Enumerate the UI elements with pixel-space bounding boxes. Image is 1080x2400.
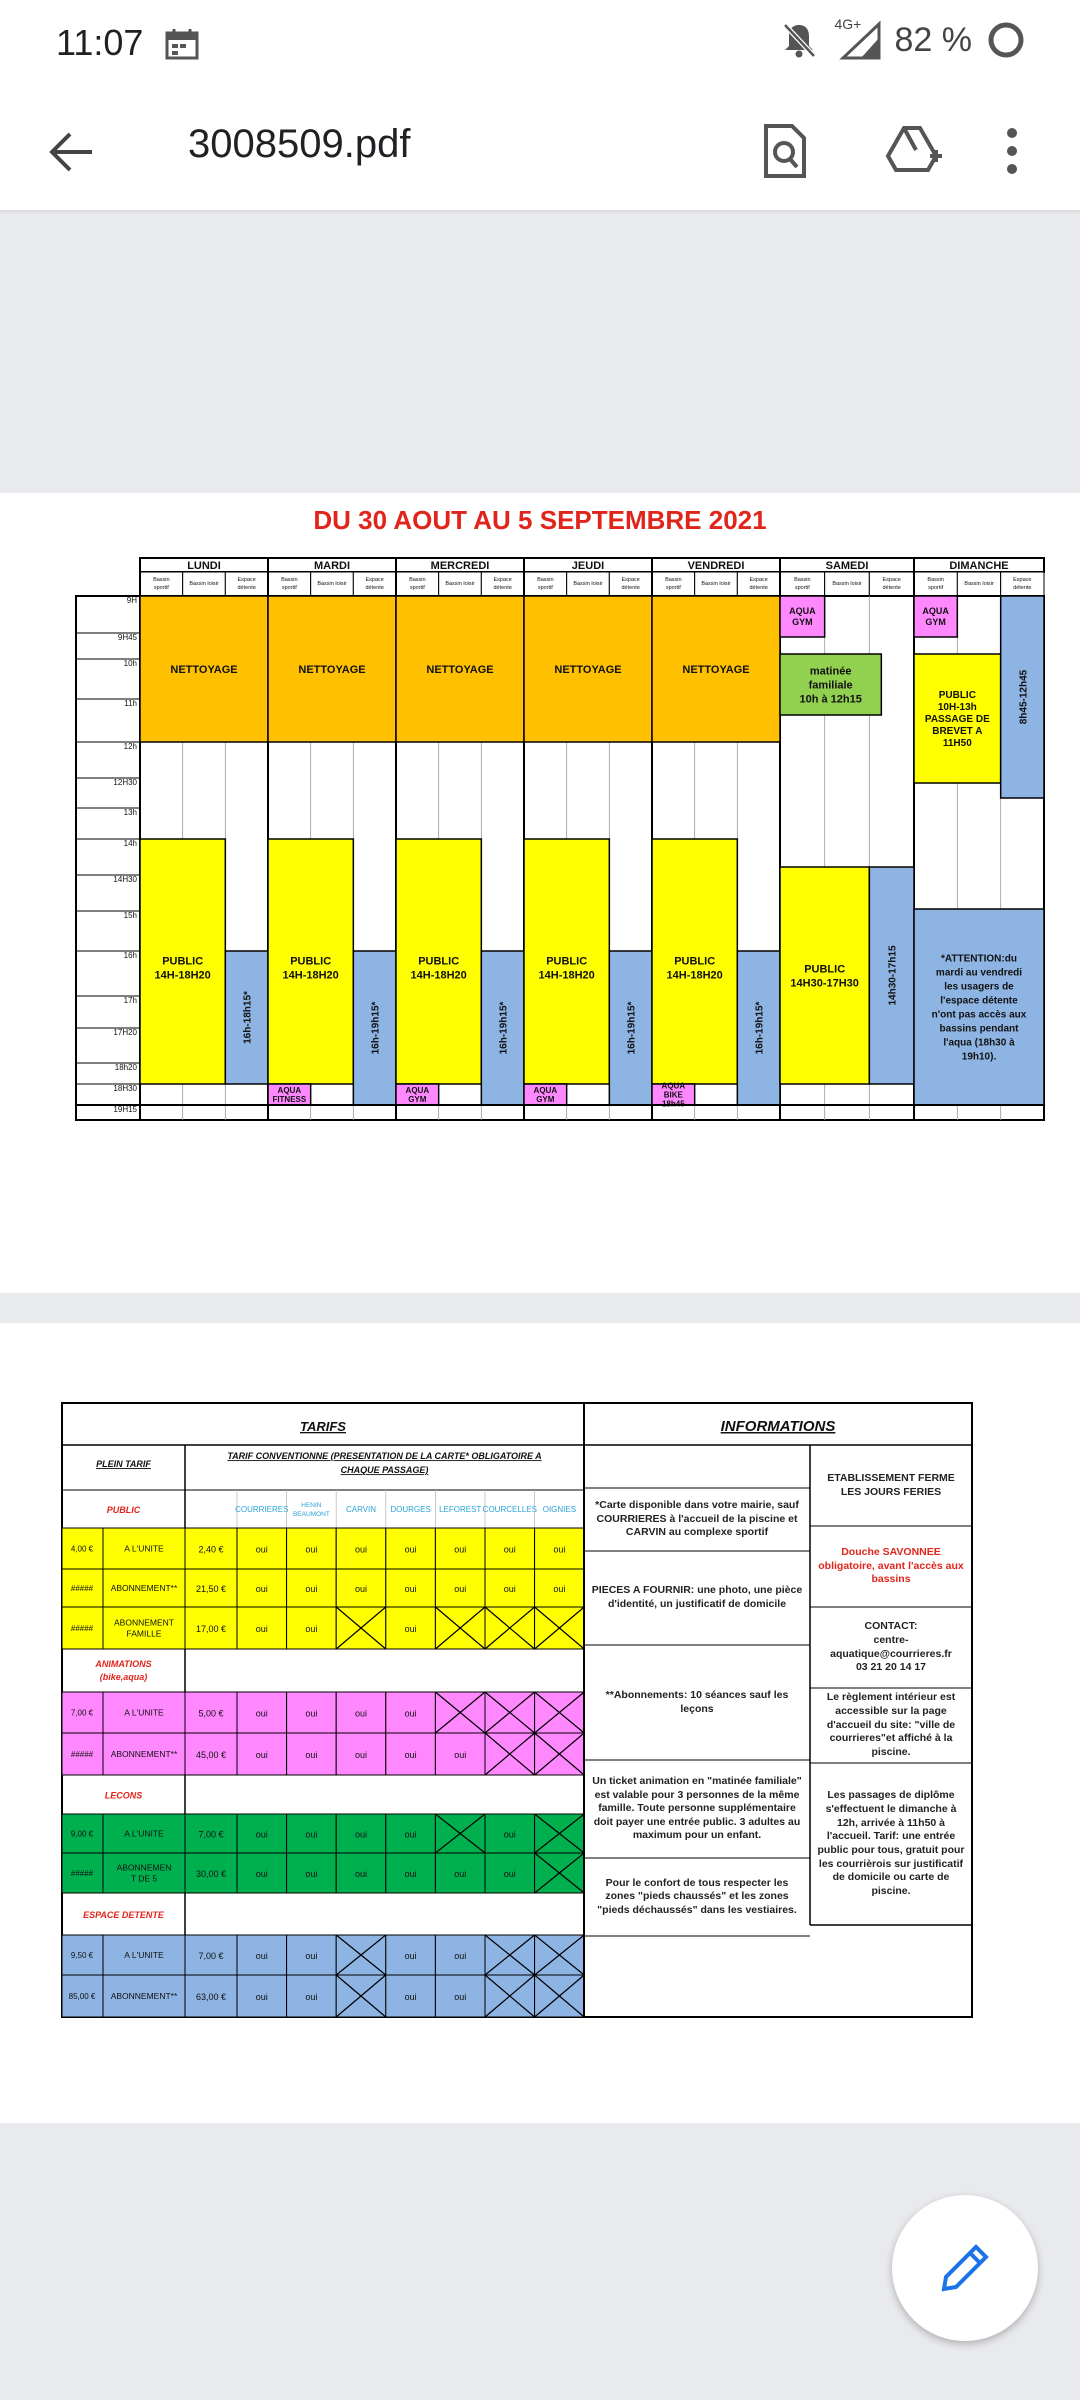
tarif-conv-price: 17,00 € [195, 1624, 227, 1634]
tarif-label: ABONNEMENT [114, 1617, 174, 1628]
sub-header-cell [737, 572, 780, 596]
town-label: COURCELLES [482, 1505, 537, 1514]
sub-header-label: Bassin [927, 577, 944, 583]
sub-header-label: sportif [153, 585, 169, 591]
section-title: (bike,aqua) [99, 1672, 148, 1683]
tarif-price: ##### [70, 1869, 94, 1878]
info-note: *Carte disponible dans votre mairie, sauf COURRIERES à l'accueil de la piscine et CARVIN au complexe sportif [595, 1499, 799, 1539]
tarif-oui: oui [454, 1750, 467, 1760]
sub-header-cell [268, 572, 311, 596]
conventionne-label: CHAQUE PASSAGE) [340, 1465, 429, 1476]
nettoyage-label: NETTOYAGE [170, 664, 238, 676]
time-label: 17h [123, 996, 137, 1005]
info-note: **Abonnements: 10 séances sauf les leçons [605, 1688, 789, 1715]
tarif-oui: oui [404, 1829, 417, 1840]
tarif-oui: oui [553, 1544, 566, 1555]
sub-header-label: détente [882, 585, 901, 591]
attention-label: l'espace détente [940, 995, 1018, 1007]
tarif-oui: oui [404, 1951, 417, 1961]
more-vert-icon[interactable] [992, 120, 1032, 182]
sub-header-label: sportif [281, 585, 297, 591]
time-axis [76, 596, 140, 1120]
tarif-label: A L'UNITE [124, 1950, 164, 1960]
tarif-conv-price: 7,00 € [198, 1829, 224, 1840]
nettoyage-label: NETTOYAGE [682, 664, 750, 676]
info-line-text: centre-aquatique@courrieres.fr [830, 1633, 952, 1660]
attention-label: 19h10). [961, 1051, 997, 1063]
sub-header-label: Espace [882, 577, 901, 583]
tarif-label: ABONNEMENT** [110, 1583, 178, 1593]
sub-header-cell [869, 572, 914, 596]
informations-title: INFORMATIONS [720, 1418, 836, 1435]
aqua-gym-label: AQUA [789, 606, 816, 617]
info-line-text: 03 21 20 14 17 [855, 1661, 927, 1674]
public-label: PUBLIC [290, 955, 332, 968]
public-sunday-label: PASSAGE DE [924, 714, 990, 725]
info-note-right [812, 1607, 970, 1688]
tarif-oui: oui [354, 1544, 368, 1555]
town-label: DOURGES [390, 1505, 431, 1514]
tarif-conv-price: 30,00 € [195, 1869, 227, 1879]
town-label: HENIN [301, 1501, 322, 1509]
section-title: LECONS [104, 1790, 143, 1801]
tarif-oui: oui [404, 1708, 417, 1719]
info-note-right [812, 1526, 970, 1607]
tarif-price: 85,00 € [68, 1992, 96, 2001]
tarif-oui: oui [454, 1869, 467, 1879]
sub-header-label: Bassin [665, 577, 682, 583]
tarif-label: ABONNEMENT** [110, 1749, 178, 1759]
public-label: 14H-18H20 [154, 969, 211, 982]
sub-header-label: Bassin [409, 577, 426, 583]
tarif-oui: oui [503, 1584, 516, 1594]
time-label: 13h [123, 808, 137, 817]
sub-header-label: Espace [1013, 577, 1032, 583]
sub-header-label: Espace [237, 577, 256, 583]
status-icons [781, 16, 1027, 60]
aqua-evening-label: FITNESS [272, 1094, 307, 1104]
tarif-label: ABONNEMEN [116, 1862, 172, 1873]
day-name: VENDREDI [687, 560, 745, 572]
tarif-oui: oui [503, 1544, 516, 1555]
battery-text: 82 % [894, 20, 972, 59]
time-label: 12H30 [113, 778, 137, 787]
sub-header-label: Espace [365, 577, 384, 583]
time-label: 18H30 [113, 1084, 137, 1093]
network-type: 4G+ [834, 16, 862, 32]
tarif-label: FAMILLE [126, 1628, 162, 1639]
info-note: Pour le confort de tous respecter les zones "pieds chaussés" et les zones "pieds déchaussés" dans les vestiaires. [597, 1876, 797, 1916]
day-name: MERCREDI [430, 560, 490, 572]
time-label: 11h [124, 699, 137, 708]
sub-header-cell [225, 572, 268, 596]
public-saturday-label: 14H30-17H30 [790, 977, 859, 990]
public-sunday-label: 11H50 [942, 738, 972, 749]
tarif-oui: oui [305, 1869, 318, 1879]
public-label: PUBLIC [418, 955, 460, 968]
tarif-oui: oui [404, 1624, 417, 1634]
info-note: Un ticket animation en "matinée familiale" est valable pour 3 personnes de la même famille. Toute personne supplémentaire doit payer une entrée public. 3 adultes au maximum pour un enfant. [592, 1774, 802, 1842]
aqua-evening-label: 18h45 [661, 1099, 685, 1109]
section-title: PUBLIC [106, 1505, 141, 1515]
town-label: LEFOREST [439, 1505, 482, 1514]
attention-block [914, 909, 1044, 1105]
attention-label: l'aqua (18h30 à [943, 1037, 1015, 1049]
day-name: JEUDI [571, 560, 605, 572]
tarif-oui: oui [255, 1584, 268, 1594]
spa-label: 16h-19h15* [370, 1001, 382, 1055]
time-label: 14H30 [113, 875, 137, 884]
time-label: 9H [126, 596, 137, 605]
spa-sunday-label: 8h45-12h45 [1018, 669, 1030, 725]
sub-header-label: détente [621, 585, 640, 591]
plein-tarif-label: PLEIN TARIF [96, 1459, 151, 1469]
section-title: ANIMATIONS [95, 1659, 152, 1670]
time-label: 14h [123, 839, 137, 848]
sub-header-label: Bassin [281, 577, 298, 583]
document-title: 3008509.pdf [188, 122, 411, 166]
aqua-gym-label: GYM [792, 617, 813, 628]
tarif-oui: oui [454, 1992, 467, 2002]
sub-header-label: Bassin loisir [573, 581, 603, 587]
sub-header-cell [652, 572, 695, 596]
tarif-oui: oui [503, 1869, 516, 1879]
attention-label: les usagers de [944, 981, 1014, 993]
info-line-text: Douche SAVONNEE obligatoire, avant l'accès aux bassins [818, 1546, 964, 1586]
aqua-evening-label: GYM [408, 1094, 427, 1104]
tarif-oui: oui [354, 1869, 368, 1879]
public-label: 14H-18H20 [410, 969, 467, 982]
tarif-oui: oui [354, 1750, 368, 1760]
day-name: MARDI [313, 560, 351, 572]
day-name: SAMEDI [825, 560, 869, 572]
sub-header-label: Bassin loisir [445, 581, 475, 587]
nettoyage-label: NETTOYAGE [554, 664, 622, 676]
time-label: 12h [123, 742, 137, 751]
notifications-off-icon [781, 21, 817, 59]
time-label: 18h20 [114, 1063, 137, 1072]
tarif-oui: oui [553, 1584, 566, 1594]
section-title: ESPACE DETENTE [83, 1910, 164, 1920]
time-label: 10h [123, 659, 137, 668]
spa-label: 16h-19h15* [498, 1001, 510, 1055]
sub-header-cell [524, 572, 567, 596]
nettoyage-label: NETTOYAGE [426, 664, 494, 676]
tarif-label: T DE 5 [130, 1873, 158, 1884]
tarif-oui: oui [354, 1708, 368, 1719]
tarif-oui: oui [305, 1992, 318, 2002]
sub-header-label: détente [237, 585, 256, 591]
public-label: PUBLIC [546, 955, 588, 968]
tarif-oui: oui [404, 1544, 417, 1555]
pdf-page-2 [0, 1323, 1080, 2123]
tarif-oui: oui [404, 1992, 417, 2002]
aqua-evening-label: AQUA [277, 1085, 302, 1095]
info-note-right [812, 1688, 970, 1763]
tarif-oui: oui [305, 1544, 318, 1555]
public-sunday-label: BREVET A [932, 726, 983, 737]
matinee-label: 10h à 12h15 [799, 693, 862, 706]
time-label: 19H15 [113, 1105, 137, 1114]
tarif-label: A L'UNITE [124, 1828, 164, 1839]
tarif-oui: oui [305, 1708, 318, 1719]
tarif-price: 9,50 € [70, 1951, 94, 1960]
tarif-oui: oui [503, 1829, 516, 1840]
tarif-price: 4,00 € [70, 1544, 94, 1554]
public-label: 14H-18H20 [282, 969, 339, 982]
public-label: PUBLIC [162, 955, 204, 968]
aqua-gym-label: GYM [925, 617, 946, 628]
sub-header-label: Bassin [794, 577, 811, 583]
sub-header-cell [609, 572, 652, 596]
public-sunday-label: PUBLIC [938, 690, 976, 701]
public-label: 14H-18H20 [538, 969, 595, 982]
time-label: 15h [123, 911, 137, 920]
edit-pencil-icon [936, 2239, 994, 2297]
spa-label: 16h-19h15* [754, 1001, 766, 1055]
sub-header-label: détente [749, 585, 768, 591]
spa-label: 16h-18h15* [242, 991, 254, 1044]
tarif-oui: oui [305, 1624, 318, 1634]
tarif-oui: oui [305, 1584, 318, 1594]
attention-label: mardi au vendredi [935, 967, 1023, 979]
aqua-evening-label: GYM [536, 1094, 555, 1104]
tarif-price: 9,00 € [70, 1829, 94, 1839]
tarif-price: ##### [70, 1624, 94, 1633]
info-line-text: Le règlement intérieur est accessible sur la page d'accueil du site: "ville de courrieres"et affiché à la piscine. [826, 1691, 956, 1758]
info-line-text: CONTACT: [864, 1620, 918, 1633]
sub-header-label: Espace [749, 577, 768, 583]
attention-label: n'ont pas accès aux [931, 1009, 1027, 1021]
info-note-right [812, 1445, 970, 1526]
tarif-label: A L'UNITE [124, 1543, 164, 1554]
tarif-conv-price: 21,50 € [195, 1584, 227, 1594]
sub-header-label: sportif [928, 585, 944, 591]
info-note-right [812, 1763, 970, 1925]
tarif-oui: oui [454, 1544, 467, 1555]
time-label: 16h [123, 951, 137, 960]
info-note: PIECES A FOURNIR: une photo, une pièce d'identité, un justificatif de domicile [591, 1584, 803, 1610]
tarif-oui: oui [454, 1584, 467, 1594]
tarif-conv-price: 7,00 € [198, 1951, 224, 1961]
sub-header-label: Bassin loisir [701, 581, 731, 587]
aqua-evening-label: BIKE [663, 1090, 683, 1100]
sub-header-label: sportif [537, 585, 553, 591]
public-sunday-label: 10H-13h [937, 702, 977, 713]
sub-header-cell [780, 572, 825, 596]
tarif-oui: oui [305, 1951, 318, 1961]
tarifs-title: TARIFS [300, 1419, 346, 1434]
tarif-oui: oui [255, 1869, 268, 1879]
town-label: CARVIN [345, 1505, 377, 1514]
tarif-oui: oui [305, 1750, 318, 1760]
day-name: LUNDI [187, 560, 221, 572]
sub-header-label: Bassin loisir [964, 581, 994, 587]
matinee-label: matinée [809, 665, 852, 678]
calendar-icon [165, 28, 199, 60]
battery-ring-icon [986, 20, 1026, 60]
info-line-text: Les passages de diplôme s'effectuent le dimanche à 12h, arrivée à 11h50 à l'accueil. Tarif: une entrée public pour tous, gratuit pour les courrièrois sur justificatif de domicile ou carte de piscine. [817, 1789, 965, 1897]
sub-header-label: sportif [409, 585, 425, 591]
tarif-oui: oui [305, 1829, 318, 1840]
sub-header-label: détente [1013, 585, 1032, 591]
schedule-title: DU 30 AOUT AU 5 SEPTEMBRE 2021 [313, 505, 767, 535]
nettoyage-label: NETTOYAGE [298, 664, 366, 676]
tarif-price: ##### [70, 1584, 94, 1593]
sub-header-label: détente [493, 585, 512, 591]
attention-label: *ATTENTION:du [941, 953, 1017, 965]
tarif-oui: oui [255, 1750, 268, 1760]
sub-header-label: Bassin loisir [189, 581, 219, 587]
sub-header-label: sportif [665, 585, 681, 591]
tarif-price: 7,00 € [70, 1708, 94, 1718]
schedule-grid [0, 553, 1080, 1273]
info-line-text: ETABLISSEMENT FERME LES JOURS FERIES [827, 1471, 955, 1498]
tarif-oui: oui [255, 1708, 268, 1719]
sub-header-label: détente [365, 585, 384, 591]
tarif-oui: oui [354, 1829, 368, 1840]
time-label: 17H20 [113, 1028, 137, 1037]
sub-header-label: Bassin loisir [832, 581, 862, 587]
day-name: DIMANCHE [949, 560, 1009, 572]
sub-header-label: Bassin loisir [317, 581, 347, 587]
edit-fab[interactable] [892, 2195, 1038, 2341]
time-label: 9H45 [117, 633, 137, 642]
sub-header-cell [1001, 572, 1044, 596]
add-to-drive-icon[interactable] [882, 120, 944, 182]
sub-header-cell [353, 572, 396, 596]
tarif-oui: oui [454, 1951, 467, 1961]
tarif-oui: oui [404, 1869, 417, 1879]
tarif-oui: oui [255, 1829, 268, 1840]
tarif-label: ABONNEMENT** [110, 1991, 178, 2001]
find-in-page-icon[interactable] [754, 120, 816, 182]
sub-header-cell [396, 572, 439, 596]
town-label: COURRIERES [235, 1505, 289, 1514]
spa-label: 16h-19h15* [626, 1001, 638, 1055]
aqua-evening-label: AQUA [661, 1081, 686, 1091]
tarif-conv-price: 5,00 € [198, 1708, 224, 1719]
back-arrow-icon[interactable] [44, 124, 100, 180]
sub-header-cell [140, 572, 183, 596]
sub-header-label: Espace [621, 577, 640, 583]
tarif-oui: oui [255, 1992, 268, 2002]
tarif-label: A L'UNITE [124, 1707, 164, 1718]
tarif-price: ##### [70, 1750, 94, 1759]
tarif-oui: oui [404, 1584, 417, 1594]
sub-header-cell [914, 572, 957, 596]
tarif-oui: oui [255, 1624, 268, 1634]
status-bar [0, 0, 1080, 92]
tarif-oui: oui [255, 1544, 268, 1555]
sub-header-label: Espace [493, 577, 512, 583]
sub-header-label: Bassin [153, 577, 170, 583]
town-label: OIGNIES [542, 1505, 577, 1514]
public-saturday-label: PUBLIC [804, 963, 846, 976]
tarif-conv-price: 63,00 € [195, 1992, 227, 2002]
tarif-oui: oui [404, 1750, 417, 1760]
attention-label: bassins pendant [939, 1023, 1019, 1035]
tarif-oui: oui [354, 1584, 368, 1594]
aqua-gym-label: AQUA [922, 606, 949, 617]
aqua-evening-label: AQUA [533, 1085, 558, 1095]
app-toolbar [0, 92, 1080, 210]
tarif-conv-price: 2,40 € [198, 1544, 224, 1555]
aqua-evening-label: AQUA [405, 1085, 430, 1095]
conventionne-label: TARIF CONVENTIONNE (PRESENTATION DE LA CARTE* OBLIGATOIRE A [227, 1451, 542, 1462]
public-label: PUBLIC [674, 955, 716, 968]
signal-icon [831, 16, 881, 60]
public-saturday-block [780, 867, 869, 1084]
sub-header-label: Bassin [537, 577, 554, 583]
matinee-label: familiale [808, 679, 853, 692]
sub-header-label: sportif [794, 585, 810, 591]
public-label: 14H-18H20 [666, 969, 723, 982]
sub-header-cell [481, 572, 524, 596]
pdf-page-1 [0, 493, 1080, 1293]
status-time: 11:07 [56, 22, 144, 63]
tarif-conv-price: 45,00 € [195, 1750, 227, 1760]
spa-saturday-label: 14h30-17h15 [887, 945, 899, 1006]
town-label: BEAUMONT [292, 1510, 330, 1518]
tarif-oui: oui [255, 1951, 268, 1961]
